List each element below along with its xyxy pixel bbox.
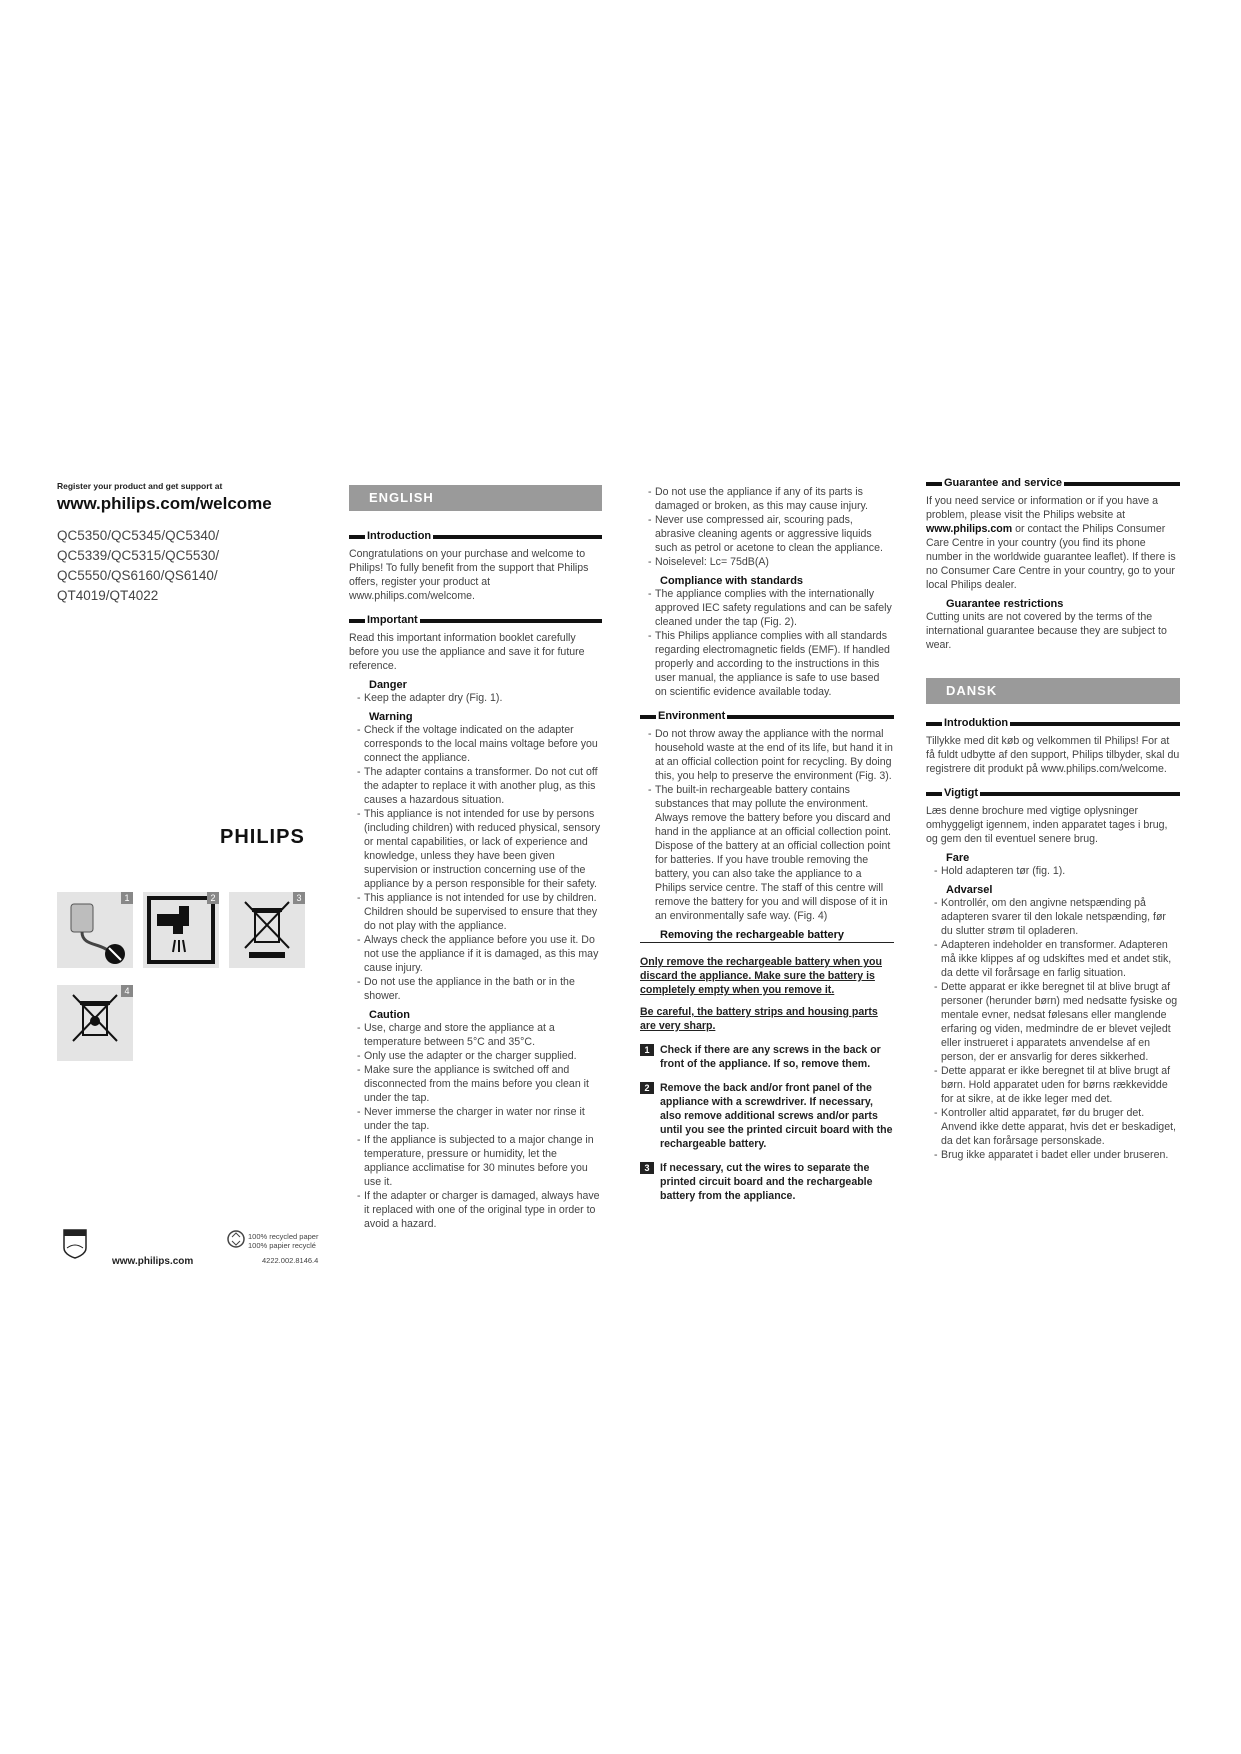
recycle-icon [226,1229,246,1249]
english-column-1 [349,485,602,1231]
model-line: QC5339/QC5315/QC5530/ [57,548,220,563]
step-text: If necessary, cut the wires to separate the printed circuit board and the rechargeable battery from the appliance. [660,1162,873,1202]
section-introduktion [926,716,1180,730]
guarantee-text-a: If you need service or information or if you have a problem, please visit the Philips website at [926,495,1159,521]
section-title: Introduction [367,530,432,542]
list-item: - Kontroller altid apparatet, før du bruger det. Anvend ikke dette apparat, hvis det er beskadiget, da det kan forårsage personskade. [926,1106,1180,1148]
philips-link[interactable]: www.philips.com [926,523,1013,535]
language-header-english: ENGLISH [349,485,602,511]
guarantee-text [926,494,1180,592]
environment-list [640,727,894,923]
dansk-intro-text: Tillykke med dit køb og velkommen til Philips! For at få fuldt udbytte af den support, Philips tilbyder, skal du registrere dit produkt på www.philips.com/welcome. [926,735,1180,775]
section-title: Introduktion [944,717,1009,729]
advarsel-heading: Advarsel [946,884,993,896]
list-item: - The adapter contains a transformer. Do not cut off the adapter to replace it with another plug, as this causes a hazardous situation. [349,765,602,807]
list-item: - Dette apparat er ikke beregnet til at blive brugt af børn. Hold apparatet uden for børns rækkevidde for at sikre, at de ikke leger med det. [926,1064,1180,1106]
restrictions-text: Cutting units are not covered by the terms of the international guarantee because they are subject to wear. [926,611,1167,651]
list-item: - Only use the adapter or the charger supplied. [349,1049,602,1063]
welcome-url[interactable]: www.philips.com/welcome [57,494,272,513]
dansk-important-text: Læs denne brochure med vigtige oplysninger omhyggeligt igennem, inden apparatet tages i brug, og gem den til eventuel senere brug. [926,805,1168,845]
danger-list [349,691,602,705]
step-text: Remove the back and/or front panel of the appliance with a screwdriver. If necessary, also remove additional screws and/or parts until you see the printed circuit board with the rechargeable battery. [660,1082,893,1150]
step-2 [640,1081,894,1151]
section-title: Important [367,614,418,626]
recycled-text-2: 100% papier recyclé [248,1241,316,1250]
removing-heading: Removing the rechargeable battery [640,929,894,943]
section-title: Environment [658,710,726,722]
section-guarantee [926,476,1180,490]
list-item: - Never immerse the charger in water nor rinse it under the tap. [349,1105,602,1133]
document-code: 4222.002.8146.4 [262,1256,319,1265]
list-item: - Make sure the appliance is switched off and disconnected from the mains before you clean it under the tap. [349,1063,602,1105]
list-item: - This Philips appliance complies with all standards regarding electromagnetic fields (EMF). If handled properly and according to the instructions in this user manual, the appliance is safe to use based on scientific evidence available today. [640,629,894,699]
warning-heading: Warning [369,711,413,723]
list-item: - The built-in rechargeable battery contains substances that may pollute the environment. Always remove the battery before you discard and hand in the appliance at an official collection point. Dispose of the battery at an official collection point for batteries. If you have trouble removing the battery, you can also take the appliance to a Philips service centre. The staff of this centre will remove the battery for you and will dispose of it in an environmentally safe way. (Fig. 4) [640,783,894,923]
intro-text: Congratulations on your purchase and welcome to Philips! To fully benefit from the support that Philips offers, register your product at www.philips.com/welcome. [349,548,589,602]
list-item: - Do not use the appliance in the bath or in the shower. [349,975,602,1003]
step-3 [640,1161,894,1203]
philips-shield-icon [62,1228,88,1260]
compliance-heading: Compliance with standards [660,575,804,587]
list-item: - The appliance complies with the internationally approved IEC safety regulations and can be safely cleaned under the tap (Fig. 2). [640,587,894,629]
caution-continued-list [640,485,894,569]
figure-4 [57,985,133,1061]
advarsel-list [926,896,1180,1162]
step-number: 3 [640,1162,654,1174]
figure-number: 2 [207,892,219,904]
english-dansk-column [926,476,1180,1162]
removing-note-2: Be careful, the battery strips and housing parts are very sharp. [640,1006,878,1032]
step-number: 2 [640,1082,654,1094]
list-item: - Brug ikke apparatet i badet eller under bruseren. [926,1148,1180,1162]
list-item: - Dette apparat er ikke beregnet til at blive brugt af personer (herunder børn) med nedsatte fysiske og mentale evner, nedsat følesans eller manglende erfaring og viden, medmindre de er blevet vejledt eller instrueret i apparatets anvendelse af en person, der er ansvarlig for deres sikkerhed. [926,980,1180,1064]
step-number: 1 [640,1044,654,1056]
list-item: - Never use compressed air, scouring pads, abrasive cleaning agents or aggressive liquids such as petrol or acetone to clean the appliance. [640,513,894,555]
section-title: Guarantee and service [944,477,1063,489]
brand-logo: PHILIPS [220,826,305,848]
model-list [57,526,317,606]
model-line: QT4019/QT4022 [57,588,159,603]
figure-2 [143,892,219,968]
list-item: - Kontrollér, om den angivne netspænding på adapteren svarer til den lokale netspænding, før du slutter strøm til opladeren. [926,896,1180,938]
figure-number: 4 [121,985,133,997]
section-environment [640,709,894,723]
restrictions-heading: Guarantee restrictions [946,598,1064,610]
list-item: - If the adapter or charger is damaged, always have it replaced with one of the original type in order to avoid a hazard. [349,1189,602,1231]
step-1 [640,1043,894,1071]
footer-url[interactable]: www.philips.com [112,1256,194,1267]
caution-heading: Caution [369,1009,410,1021]
list-item: - Adapteren indeholder en transformer. Adapteren må ikke klippes af og udskiftes med et andet stik, da dette vil forårsage en farlig situation. [926,938,1180,980]
figure-3 [229,892,305,968]
list-item: - Check if the voltage indicated on the adapter corresponds to the local mains voltage before you connect the appliance. [349,723,602,765]
cover-column [57,481,317,606]
removing-note-1: Only remove the rechargeable battery when you discard the appliance. Make sure the battery is completely empty when you remove it. [640,956,882,996]
list-item: - This appliance is not intended for use by persons (including children) with reduced physical, sensory or mental capabilities, or lack of experience and knowledge, unless they have been given supervision or instruction concerning use of the appliance by a person responsible for their safety. [349,807,602,891]
caution-list [349,1021,602,1231]
model-line: QC5550/QS6160/QS6140/ [57,568,218,583]
list-item: - Hold adapteren tør (fig. 1). [926,864,1180,878]
english-column-2 [640,485,894,1203]
section-introduction [349,529,602,543]
important-text: Read this important information booklet carefully before you use the appliance and save it for future reference. [349,632,585,672]
recycled-text-1: 100% recycled paper [248,1232,319,1241]
register-text: Register your product and get support at [57,481,223,491]
fare-list [926,864,1180,878]
list-item: - Noiselevel: Lc= 75dB(A) [640,555,894,569]
language-header-dansk: DANSK [926,678,1180,704]
section-important [349,613,602,627]
figure-number: 1 [121,892,133,904]
figure-number: 3 [293,892,305,904]
danger-heading: Danger [369,679,407,691]
list-item: - This appliance is not intended for use by children. Children should be supervised to ensure that they do not play with the appliance. [349,891,602,933]
step-text: Check if there are any screws in the back or front of the appliance. If so, remove them. [660,1044,881,1070]
list-item: - Keep the adapter dry (Fig. 1). [349,691,602,705]
list-item: - If the appliance is subjected to a major change in temperature, pressure or humidity, let the appliance acclimatise for 30 minutes before you use it. [349,1133,602,1189]
list-item: - Always check the appliance before you use it. Do not use the appliance if it is damaged, as this may cause injury. [349,933,602,975]
compliance-list [640,587,894,699]
list-item: - Do not use the appliance if any of its parts is damaged or broken, as this may cause injury. [640,485,894,513]
model-line: QC5350/QC5345/QC5340/ [57,528,220,543]
warning-list [349,723,602,1003]
section-title: Vigtigt [944,787,979,799]
guarantee-text-b: or contact the Philips Consumer Care Centre in your country (you find its phone number in the worldwide guarantee leaflet). If there is no Consumer Care Centre in your country, go to your local Philips dealer. [926,523,1176,591]
figure-1 [57,892,133,968]
fare-heading: Fare [946,852,970,864]
list-item: - Use, charge and store the appliance at a temperature between 5°C and 35°C. [349,1021,602,1049]
list-item: - Do not throw away the appliance with the normal household waste at the end of its life, but hand it in at an official collection point for recycling. By doing this, you help to preserve the environment (Fig. 3). [640,727,894,783]
section-vigtigt [926,786,1180,800]
